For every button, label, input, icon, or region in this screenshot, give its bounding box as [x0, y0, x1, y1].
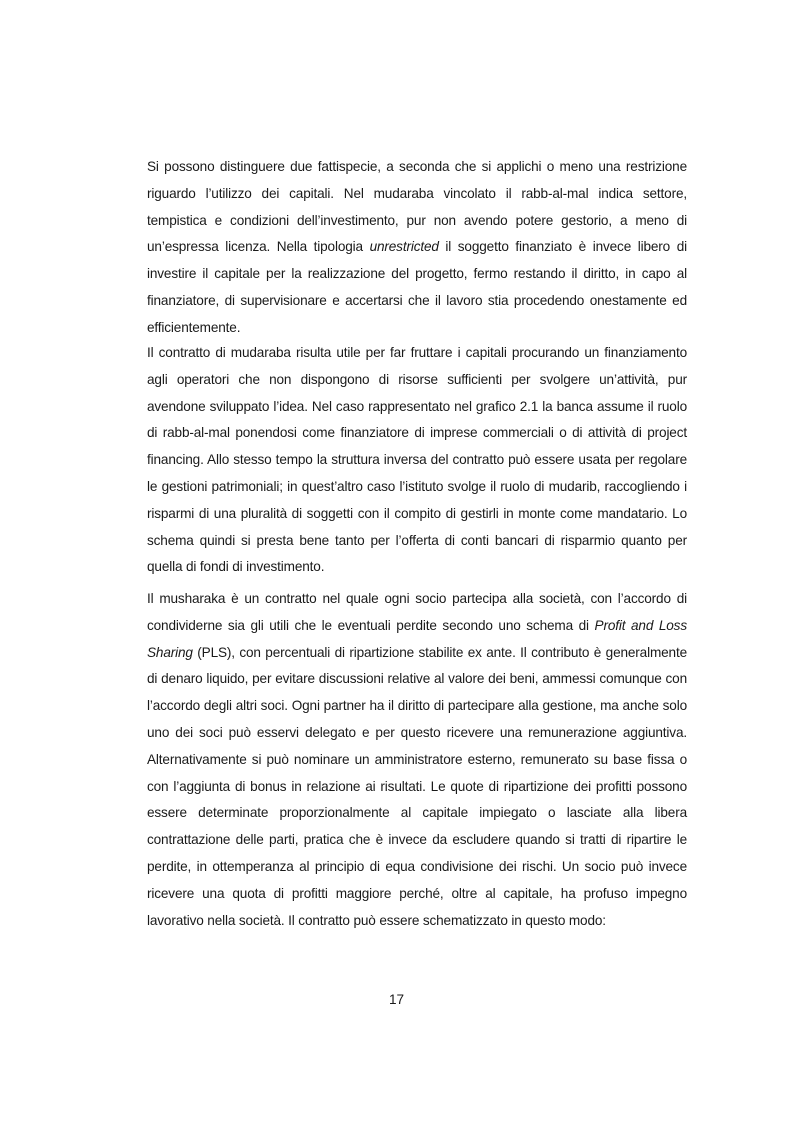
text-line: di rabb-al-mal ponendosi come finanziatore di imprese commerciali o di attività di project: [147, 425, 687, 441]
text-run: condividerne sia gli utili che le eventuali perdite secondo uno schema di: [147, 617, 595, 633]
paragraph-mudaraba-types: [147, 154, 687, 342]
text-line: investire il capitale per la realizzazione del progetto, fermo restando il diritto, in capo al: [147, 266, 687, 282]
italic-term: Profit and Loss: [594, 617, 687, 633]
text-line: [147, 234, 687, 261]
text-line: Si possono distinguere due fattispecie, a seconda che si applichi o meno una restrizione: [147, 159, 687, 174]
text-line: efficientemente.: [147, 319, 241, 335]
text-line: [147, 613, 687, 640]
text-line: uno dei soci può esservi delegato e per questo ricevere una remunerazione aggiuntiva.: [147, 724, 687, 740]
text-line: perdite, in ottemperanza al principio di equa condivisione dei rischi. Un socio può invece: [147, 858, 687, 874]
text-run: il soggetto finanziato è invece libero di: [438, 239, 687, 255]
text-line: contrattazione delle parti, pratica che è invece da escludere quando si tratti di ripartire le: [147, 832, 687, 848]
italic-term: Sharing: [147, 644, 193, 660]
text-line: riguardo l’utilizzo dei capitali. Nel mudaraba vincolato il rabb-al-mal indica settore,: [147, 185, 687, 201]
text-line: l’accordo degli altri soci. Ogni partner ha il diritto di partecipare alla gestione, ma anche solo: [147, 698, 687, 714]
text-line: essere determinate proporzionalmente al capitale impiegato o lasciate alla libera: [147, 805, 687, 821]
text-line: finanziatore, di supervisionare e accertarsi che il lavoro stia procedendo onestamente ed: [147, 292, 687, 308]
text-line: con l’aggiunta di bonus in relazione ai risultati. Le quote di ripartizione dei profitti possono: [147, 778, 687, 794]
text-line: tempistica e condizioni dell’investimento, pur non avendo potere gestorio, a meno di: [147, 212, 687, 228]
italic-term: unrestricted: [369, 239, 439, 255]
text-line: agli operatori che non dispongono di risorse sufficienti per svolgere un’attività, pur: [147, 371, 687, 387]
text-line: Il contratto di mudaraba risulta utile per far fruttare i capitali procurando un finanziamento: [147, 345, 687, 360]
page-number: 17: [388, 992, 405, 1007]
text-line: di denaro liquido, per evitare discussioni relative al valore dei beni, ammessi comunque con: [147, 671, 687, 687]
text-run: (PLS), con percentuali di ripartizione stabilite ex ante. Il contributo è generalmente: [192, 644, 687, 660]
paragraph-musharaka: [147, 586, 687, 934]
text-line: [147, 640, 687, 667]
text-line: schema quindi si presta bene tanto per l’offerta di conti bancari di risparmio quanto per: [147, 532, 687, 548]
text-line: ricevere una quota di profitti maggiore perché, oltre al capitale, ha profuso impegno: [147, 885, 687, 901]
text-line: financing. Allo stesso tempo la struttura inversa del contratto può essere usata per regolare: [147, 452, 687, 468]
paragraph-mudaraba-usage: [147, 340, 687, 581]
text-line: Alternativamente si può nominare un amministratore esterno, remunerato su base fissa o: [147, 751, 687, 767]
text-line: quella di fondi di investimento.: [147, 559, 325, 575]
text-line: risparmi di una pluralità di soggetti con il compito di gestirli in monte come mandatario. Lo: [147, 505, 687, 521]
text-line: avendone sviluppato l’idea. Nel caso rappresentato nel grafico 2.1 la banca assume il ruolo: [147, 398, 687, 414]
text-run: un’espressa licenza. Nella tipologia: [147, 239, 370, 255]
text-line: Il musharaka è un contratto nel quale ogni socio partecipa alla società, con l’accordo di: [147, 591, 687, 606]
text-line: lavorativo nella società. Il contratto può essere schematizzato in questo modo:: [147, 912, 606, 928]
text-line: le gestioni patrimoniali; in quest’altro caso l’istituto svolge il ruolo di mudarib, raccogliendo i: [147, 478, 687, 494]
